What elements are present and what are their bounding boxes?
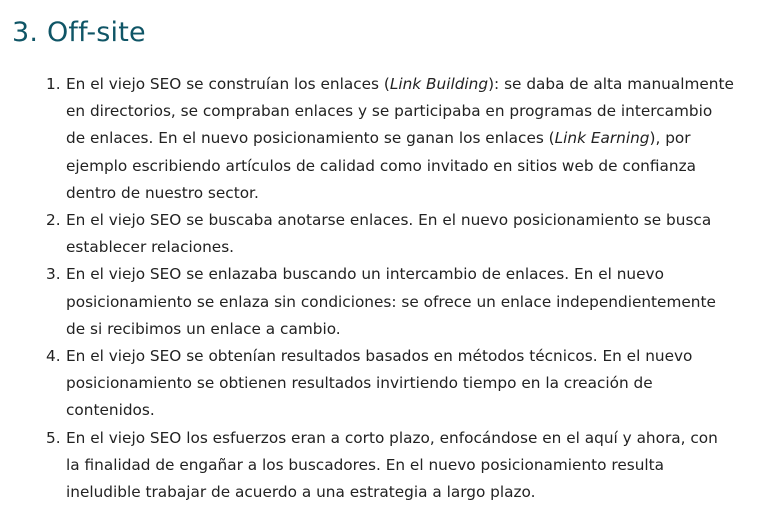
list-item-line (66, 316, 745, 343)
list-item-line (66, 343, 745, 370)
text-segment: dentro de nuestro sector. (66, 183, 259, 202)
text-segment: la finalidad de engañar a los buscadores. En el nuevo posicionamiento resulta (66, 455, 665, 474)
list-item (0, 71, 769, 207)
list-item-line (66, 397, 745, 424)
text-segment: En el viejo SEO se buscaba anotarse enlaces. En el nuevo posicionamiento se busca (66, 211, 712, 230)
text-segment: posicionamiento se enlaza sin condiciones: se ofrece un enlace independientemente (66, 292, 716, 311)
list-item-line (66, 452, 745, 479)
list-item-line (66, 71, 745, 98)
list-item-line (66, 153, 745, 180)
list-item-line (66, 180, 745, 207)
text-segment: ineludible trabajar de acuerdo a una estrategia a largo plazo. (66, 483, 536, 502)
text-segment: contenidos. (66, 401, 155, 420)
list-item-number: 1. (46, 75, 61, 93)
list-item-number: 5. (46, 428, 61, 447)
italic-term: Link Earning (554, 129, 650, 148)
section-heading: 3. Off-site (12, 17, 146, 48)
list-item (0, 425, 769, 507)
text-segment: En el viejo SEO se obtenían resultados basados en métodos técnicos. En el nuevo (66, 347, 693, 366)
text-segment: ), por (649, 129, 691, 148)
list-item-line (66, 234, 745, 261)
list-item (0, 261, 769, 343)
list-item-line (66, 425, 745, 452)
text-segment: En el viejo SEO los esfuerzos eran a corto plazo, enfocándose en el aquí y ahora, con (66, 428, 718, 447)
text-segment: en directorios, se compraban enlaces y se participaba en programas de intercambio (66, 102, 713, 121)
list-item-number: 4. (46, 347, 61, 366)
list-item-line (66, 98, 745, 125)
list-item-number: 2. (46, 211, 61, 230)
text-segment: ): se daba de alta manualmente (488, 75, 734, 93)
list-item-number: 3. (46, 265, 61, 284)
list-item (0, 343, 769, 425)
text-segment: ejemplo escribiendo artículos de calidad como invitado en sitios web de confianza (66, 156, 696, 175)
list-item-line (66, 289, 745, 316)
list-item-line (66, 261, 745, 288)
italic-term: Link Building (389, 75, 489, 93)
text-segment: En el viejo SEO se enlazaba buscando un intercambio de enlaces. En el nuevo (66, 265, 664, 284)
text-segment: En el viejo SEO se construían los enlaces ( (66, 75, 390, 93)
list-item-line (66, 370, 745, 397)
text-segment: posicionamiento se obtienen resultados invirtiendo tiempo en la creación de (66, 374, 653, 393)
list-item-line (66, 125, 745, 152)
list-item-line (66, 207, 745, 234)
text-segment: establecer relaciones. (66, 238, 235, 257)
list-item-line (66, 479, 745, 506)
list-item (0, 207, 769, 261)
text-segment: de si recibimos un enlace a cambio. (66, 319, 341, 338)
ordered-list (0, 71, 769, 506)
text-segment: de enlaces. En el nuevo posicionamiento se ganan los enlaces ( (66, 129, 555, 148)
